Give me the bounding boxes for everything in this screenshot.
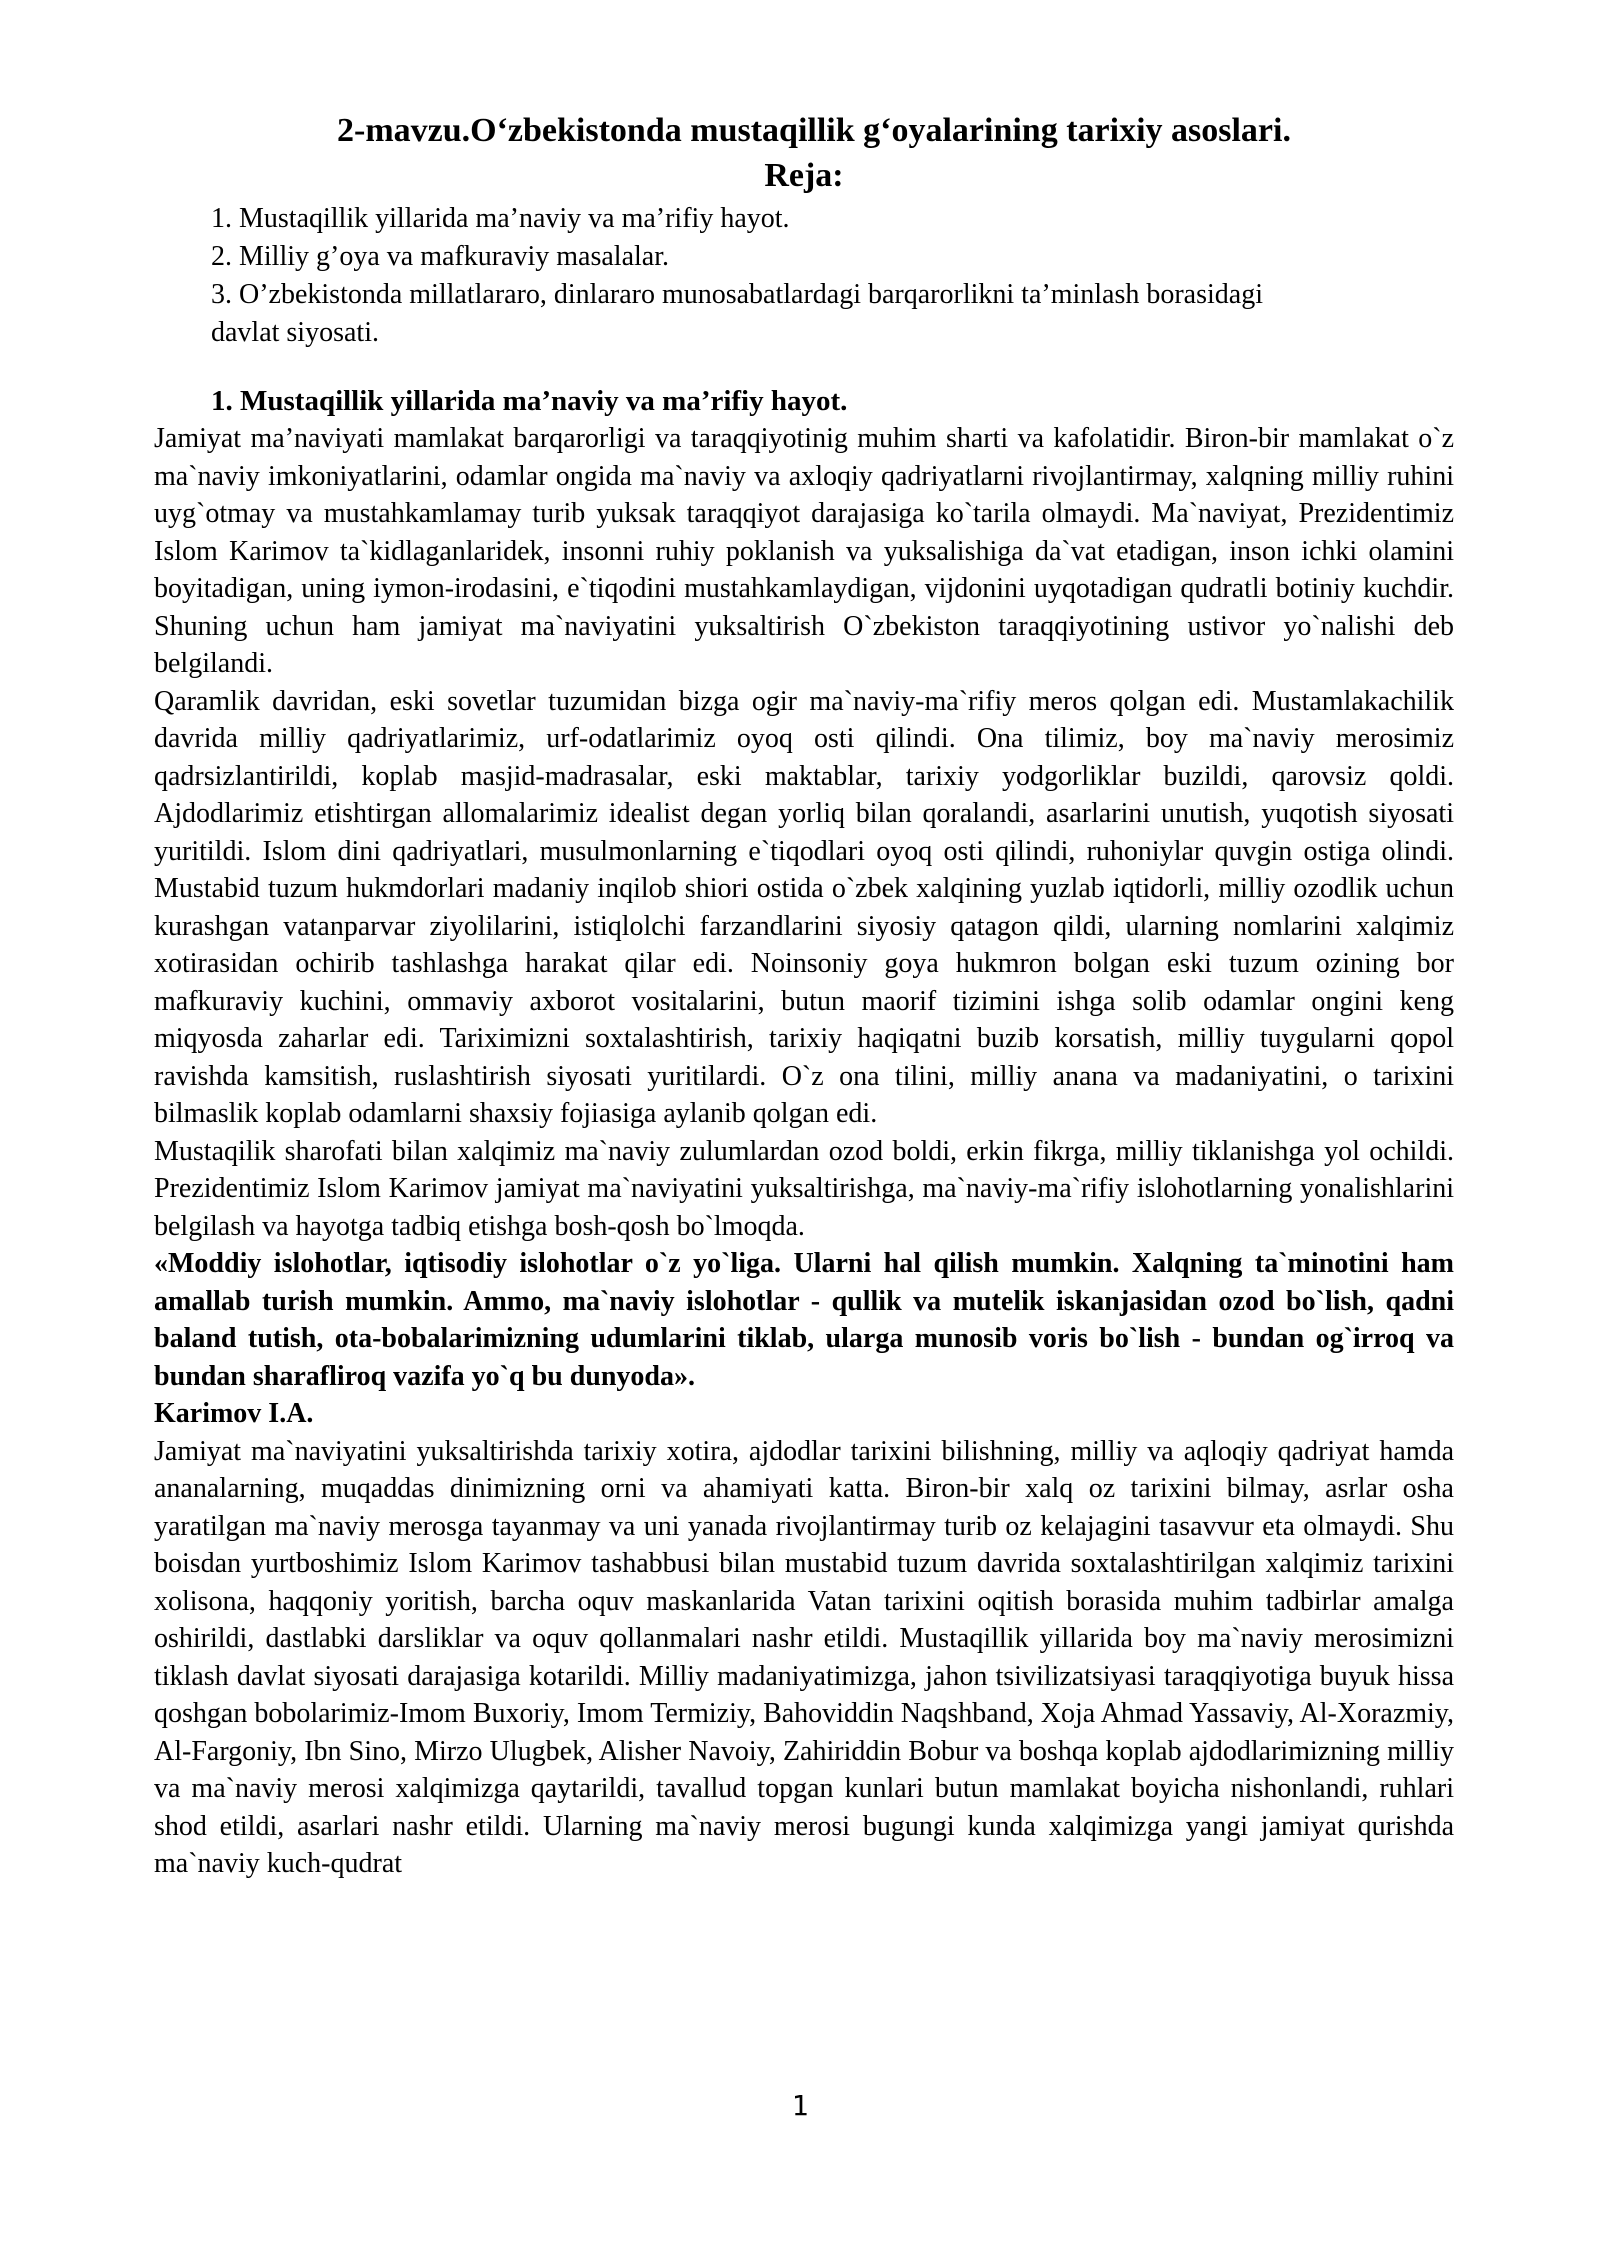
body-paragraph: Jamiyat ma`naviyatini yuksaltirishda tarixiy xotira, ajdodlar tarixini bilishning, milliy va aqloqiy qadriyat hamda ananalarning, muqaddas dinimizning orni va ahamiyati katta. Biron-bir xalq oz tarixini bilmay, asrlar osha yaratilgan ma`naviy merosga tayanmay va uni yanada rivojlantirmay turib oz kelajagini tasavvur eta olmaydi. Shu boisdan yurtboshimiz Islom Karimov tashabbusi bilan mustabid tuzum davrida soxtalashtirilgan xalqimiz tarixini xolisona, haqqoniy yoritish, barcha oquv maskanlarida Vatan tarixini oqitish borasida muhim tadbirlar amalga oshirildi, dastlabki darsliklar va oquv qollanmalari nashr etildi. Mustaqillik yillarida boy ma`naviy merosimizni tiklash davlat siyosati darajasiga kotarildi. Milliy madaniyatimizga, jahon tsivilizatsiyasi taraqqiyotiga buyuk hissa qoshgan bobolarimiz-Imom Buxoriy, Imom Termiziy, Bahoviddin Naqshband, Xoja Ahmad Yassaviy, Al-Xorazmiy, Al-Fargoniy, Ibn Sino, Mirzo Ulugbek, Alisher Navoiy, Zahiriddin Bobur va boshqa koplab ajdodlarimizning milliy va ma`naviy merosi xalqimizga qaytarildi, tavallud topgan kunlari butun mamlakat boyicha nishonlandi, ruhlari shod etildi, asarlari nashr etildi. Ularning ma`naviy merosi bugungi kunda xalqimizga yangi jamiyat qurishda ma`naviy kuch-qudrat [154, 1435, 1454, 1879]
section-heading: 1. Mustaqillik yillarida ma’naviy va ma’rifiy hayot. [211, 385, 848, 417]
plan-item: 1. Mustaqillik yillarida ma’naviy va ma’rifiy hayot. [211, 203, 790, 234]
plan-list [154, 200, 1454, 352]
body-paragraph: Mustaqilik sharofati bilan xalqimiz ma`naviy zulumlardan ozod boldi, erkin fikrga, milliy tiklanishga yol ochildi. Prezidentimiz Islom Karimov jamiyat ma`naviyatini yuksaltirishga, ma`naviy-ma`rifiy islohotlarning yonalishlarini belgilash va hayotga tadbiq etishga bosh-qosh bo`lmoqda. [154, 1135, 1454, 1242]
document-content [154, 108, 1454, 1883]
plan-item: 2. Milliy g’oya va mafkuraviy masalalar. [211, 241, 669, 272]
body-paragraph: Jamiyat ma’naviyati mamlakat barqarorligi va taraqqiyotinig muhim sharti va kafolatidir. Biron-bir mamlakat o`z ma`naviy imkoniyatlarini, odamlar ongida ma`naviy va axloqiy qadriyatlarni rivojlantirmay, xalqning milliy ruhini uyg`otmay va mustahkamlamay turib yuksak taraqqiyot darajasiga ko`tarila olmaydi. Ma`naviyat, Prezidentimiz Islom Karimov ta`kidlaganlaridek, insonni ruhiy poklanish va yuksalishiga da`vat etadigan, inson ichki olamini boyitadigan, uning iymon-irodasini, e`tiqodini mustahkamlaydigan, vijdonini uyqotadigan qudratli botiniy kuchdir. Shuning uchun ham jamiyat ma`naviyatini yuksaltirish O`zbekiston taraqqiyotining ustivor yo`nalishi deb belgilandi. [154, 423, 1454, 679]
quote-paragraph: «Moddiy islohotlar, iqtisodiy islohotlar o`z yo`liga. Ularni hal qilish mumkin. Xalqning ta`minotini ham amallab turish mumkin. Ammo, ma`naviy islohotlar - qullik va mutelik iskanjasidan ozod bo`lish, qadni baland tutish, ota-bobalarimizning udumlarini tiklab, ularga munosib voris bo`lish - bundan og`irroq va bundan sharafliroq vazifa yo`q bu dunyoda». [154, 1248, 1454, 1392]
plan-heading: Reja: [764, 157, 844, 194]
plan-item: 3. O’zbekistonda millatlararo, dinlararo munosabatlardagi barqarorlikni ta’minlash borasidagi davlat siyosati. [211, 279, 1263, 348]
body-paragraph: Qaramlik davridan, eski sovetlar tuzumidan bizga ogir ma`naviy-ma`rifiy meros qolgan edi. Mustamlakachilik davrida milliy qadriyatlarimiz, urf-odatlarimiz oyoq osti qilindi. Ona tilimiz, boy ma`naviy merosimiz qadrsizlantirildi, koplab masjid-madrasalar, eski maktablar, tarixiy yodgorliklar buzildi, qarovsiz qoldi. Ajdodlarimiz etishtirgan allomalarimiz idealist degan yorliq bilan qoralandi, asarlarini unutish, yuqotish siyosati yuritildi. Islom dini qadriyatlari, musulmonlarning e`tiqodlari oyoq osti qilindi, ruhoniylar quvgin ostiga olindi. Mustabid tuzum hukmdorlari madaniy inqilob shiori ostida o`zbek xalqining yuzlab iqtidorli, milliy ozodlik uchun kurashgan vatanparvar ziyolilarini, istiqlolchi farzandlarini siyosiy qatagon qildi, ularning nomlarini xalqimiz xotirasidan ochirib tashlashga harakat qilar edi. Noinsoniy goya hukmron bolgan eski tuzum ozining bor mafkuraviy kuchini, ommaviy axborot vositalarini, butun maorif tizimini ishga solib odamlar ongini keng miqyosda zaharlar edi. Tariximizni soxtalashtirish, tarixiy haqiqatni buzib korsatish, milliy tuygularni qopol ravishda kamsitish, ruslashtirish siyosati yuritilardi. O`z ona tilini, milliy anana va madaniyatini, o tarixini bilmaslik koplab odamlarni shaxsiy fojiasiga aylanib qolgan edi. [154, 685, 1454, 1129]
quote-author: Karimov I.A. [154, 1398, 314, 1429]
document-title: 2-mavzu.O‘zbekistonda mustaqillik g‘oyalarining tarixiy asoslari. [337, 112, 1291, 149]
page-number: 1 [791, 2089, 809, 2122]
